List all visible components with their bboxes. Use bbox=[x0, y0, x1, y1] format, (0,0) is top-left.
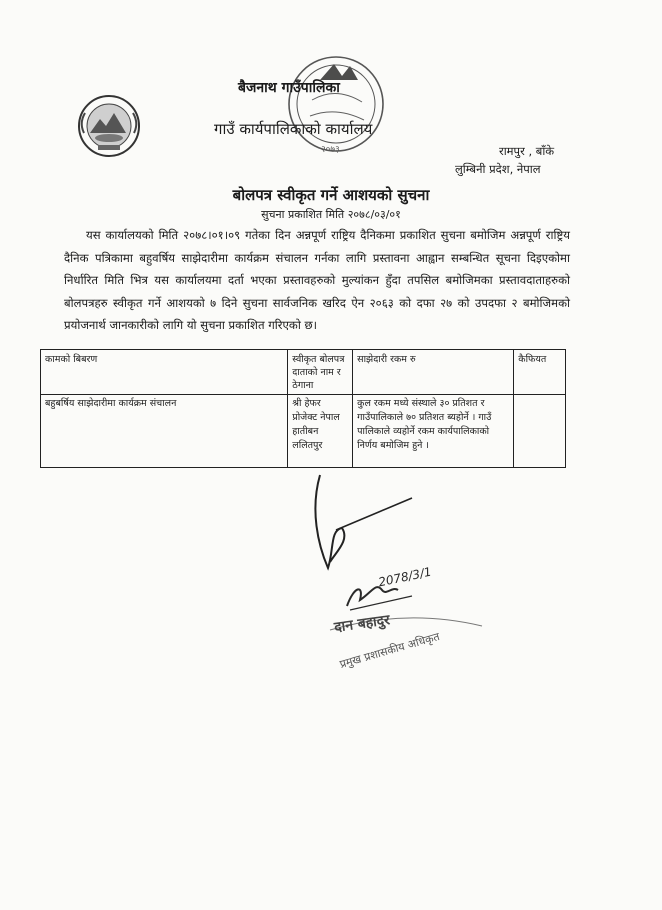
table-row bbox=[41, 395, 566, 468]
cell-bidder: श्री हेफर प्रोजेक्ट नेपाल हातीबन ललितपुर bbox=[288, 395, 353, 468]
office-name: बैजनाथ गाउँपालिका bbox=[238, 80, 340, 96]
cell-remarks bbox=[514, 395, 566, 468]
stamp-name: दान बहादुर bbox=[333, 612, 391, 636]
notice-body: यस कार्यालयको मिति २०७८।०१।०९ गतेका दिन अन्नपूर्ण राष्ट्रिय दैनिकमा प्रकाशित सुचना बमोजिम अन्नपूर्ण राष्ट्रिय दैनिक पत्रिकामा बहुवर्षिय साझेदारीमा कार्यक्रम संचालन गर्नका लागि प्रस्तावना आह्वान सम्बन्धित सूचना दिइएकोमा निर्धारित मिति भित्र यस कार्यालयमा दर्ता भएका प्रस्तावहरुको मुल्यांकन हुँदा तपसिल बमोजिमका प्रस्तावदाताहरुको बोलपत्रहरु स्वीकृत गर्ने आशयको ७ दिने सुचना सार्वजनिक खरिद ऐन २०६३ को दफा २७ को उपदफा २ बमोजिमको प्रयोजनार्थ जानकारीको लागि यो सुचना प्रकाशित गरिएको छ। bbox=[64, 228, 570, 332]
bid-table bbox=[40, 349, 566, 468]
header-bidder: स्वीकृत बोलपत्र दाताको नाम र ठेगाना bbox=[288, 350, 353, 395]
table-header-row bbox=[41, 350, 566, 395]
cell-amount: कुल रकम मध्ये संस्थाले ३० प्रतिशत र गाउँपालिकाले ७० प्रतिशत ब्यहोर्ने । गाउँ पालिकाले व्यहोर्ने रकम कार्यपालिकाको निर्णय बमोजिम हुने । bbox=[353, 395, 514, 468]
signature-date: 2078/3/1 bbox=[377, 564, 433, 590]
stamp-designation: प्रमुख प्रशासकीय अधिकृत bbox=[338, 630, 442, 671]
header-amount: साझेदारी रकम रु bbox=[353, 350, 514, 395]
notice-title: बोलपत्र स्वीकृत गर्ने आशयको सुचना bbox=[232, 186, 430, 204]
header-work: कामको बिबरण bbox=[41, 350, 288, 395]
seal-year: २०७३ bbox=[321, 145, 340, 155]
office-province: लुम्बिनी प्रदेश, नेपाल bbox=[455, 162, 541, 176]
header-remarks: कैफियत bbox=[514, 350, 566, 395]
cell-work: बहुबर्षिय साझेदारीमा कार्यक्रम संचालन bbox=[41, 395, 288, 468]
office-place: रामपुर , बाँके bbox=[499, 144, 555, 158]
published-date: सुचना प्रकाशित मिति २०७८/०३/०१ bbox=[261, 208, 401, 221]
executive-office-title: गाउँ कार्यपालिकाको कार्यालय bbox=[214, 120, 373, 138]
signature-icon bbox=[300, 470, 420, 580]
nepal-emblem-icon bbox=[76, 93, 142, 159]
